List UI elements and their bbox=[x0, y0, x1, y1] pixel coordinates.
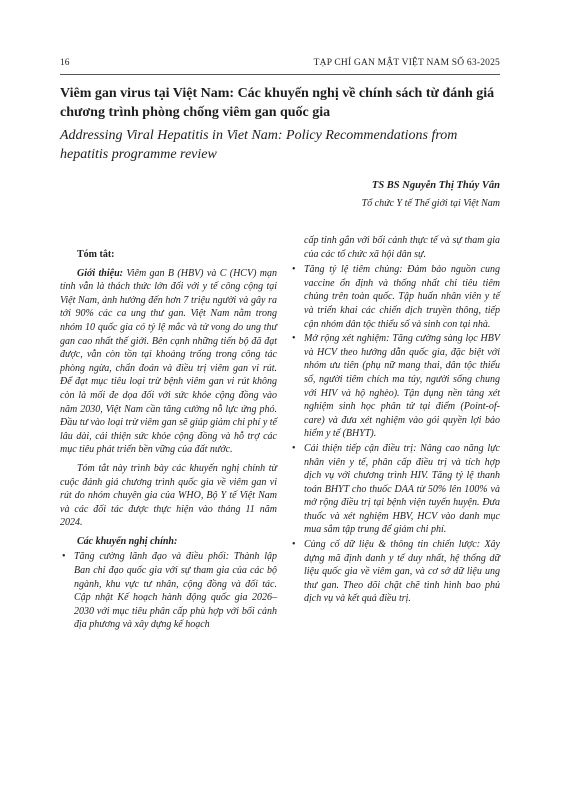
right-column bbox=[290, 234, 500, 607]
journal-name: TẠP CHÍ GAN MẬT VIỆT NAM SỐ 63-2025 bbox=[313, 58, 500, 68]
recommendation-item bbox=[290, 538, 500, 606]
header-rule bbox=[60, 74, 500, 75]
recommendation-item bbox=[290, 263, 500, 331]
intro-text: Viêm gan B (HBV) và C (HCV) mạn tính vẫn là thách thức lớn đối với y tế công cộng tại Việt Nam, ảnh hưởng đến hơn 7 triệu người và gây ra tới 90% các ca ung thư gan. Việt Nam nằm trong nhóm 10 quốc gia có tỷ lệ mắc và tử vong do ung thư gan cao nhất thế giới. Bên cạnh những tiến bộ đã đạt được, vẫn còn tồn tại khoảng trống trong công tác phòng ngừa, chẩn đoán và điều trị viêm gan vi rút. Để đạt mục tiêu loại trừ bệnh viêm gan vi rút không còn là mối đe dọa đối với sức khỏe cộng đồng vào năm 2030, Việt Nam cần tăng cường nỗ lực ứng phó. Đầu tư vào loại trừ viêm gan sẽ giúp giảm chi phí y tế lâu dài, cải thiện sức khỏe cộng đồng và hỗ trợ các mục tiêu phát triển bền vững của đất nước. bbox=[60, 267, 278, 456]
summary-paragraph: Tóm tắt này trình bày các khuyến nghị chính từ cuộc đánh giá chương trình quốc gia về viêm gan vi rút do nhóm chuyên gia của WHO, Bộ Y tế Việt Nam và các đối tác được thực hiện vào tháng 11 năm 2024. bbox=[60, 462, 277, 529]
recommendations-heading: Các khuyến nghị chính: bbox=[77, 535, 178, 547]
page-number: 16 bbox=[60, 58, 70, 68]
bullet-icon: • bbox=[292, 442, 296, 454]
bullet-icon: • bbox=[62, 551, 66, 563]
article-title-english: Addressing Viral Hepatitis in Viet Nam: Policy Recommendations from hepatitis programme review bbox=[60, 128, 458, 162]
recommendation-item bbox=[60, 550, 277, 632]
abstract-heading: Tóm tắt: bbox=[77, 249, 115, 260]
recommendation-text: Cải thiện tiếp cận điều trị: Nâng cao năng lực nhân viên y tế, phân cấp điều trị và tích hợp dịch vụ với chương trình HIV. Tăng tỷ lệ thanh toán BHYT cho thuốc DAA từ 50% lên 100% và mở rộng điều trị tại bệnh viện tuyến huyện. Đưa thuốc và xét nghiệm HBV, HCV vào danh mục mua sắm tập trung để giảm chi phí. bbox=[304, 442, 500, 536]
author-affiliation: Tổ chức Y tế Thế giới tại Việt Nam bbox=[361, 198, 500, 209]
left-column bbox=[60, 248, 277, 633]
article-title-vietnamese: Viêm gan virus tại Việt Nam: Các khuyến nghị về chính sách từ đánh giá chương trình phòng chống viêm gan quốc gia bbox=[60, 86, 495, 120]
bullet-icon: • bbox=[292, 264, 296, 276]
recommendation-text: Mở rộng xét nghiệm: Tăng cường sàng lọc HBV và HCV theo hướng dẫn quốc gia, đặc biệt với nhóm ưu tiên (phụ nữ mang thai, dân tộc thiểu số, người tiêm chích ma túy, người sống chung với HIV và hộ nghèo). Tận dụng nền tảng xét nghiệm sinh học phân tử tại điểm (Point-of-care) và đưa xét nghiệm vào gói quyền lợi bảo hiểm y tế (BHYT). bbox=[304, 333, 500, 440]
recommendation-text: Tăng tỷ lệ tiêm chủng: Đảm bảo nguồn cung vaccine ổn định và thống nhất chỉ tiêu tiêm chủng trên toàn quốc. Tập huấn nhân viên y tế và triển khai các chiến dịch truyền thông, tiếp cận nhóm dân tộc thiểu số và sinh con tại nhà. bbox=[304, 264, 500, 330]
intro-paragraph bbox=[60, 267, 277, 457]
running-header bbox=[60, 58, 500, 74]
recommendation-list-right bbox=[290, 263, 500, 606]
intro-label: Giới thiệu: bbox=[77, 267, 123, 279]
recommendation-item bbox=[290, 442, 500, 537]
recommendation-text: Tăng cường lãnh đạo và điều phối: Thành lập Ban chỉ đạo quốc gia với sự tham gia của các bộ ngành, khu vực tư nhân, cộng đồng và đối tác. Cập nhật Kế hoạch hành động quốc gia 2026–2030 với mục tiêu phân cấp phù hợp với bối cảnh địa phương và xây dựng kế hoạch bbox=[74, 551, 277, 631]
bullet-icon: • bbox=[292, 539, 296, 551]
author-name: TS BS Nguyễn Thị Thúy Vân bbox=[371, 180, 500, 191]
recommendation-list-left bbox=[60, 550, 277, 632]
recommendation-text: Củng cố dữ liệu & thông tin chiến lược: Xây dựng mã định danh y tế duy nhất, hệ thống dữ liệu quốc gia về viêm gan, và cơ sở dữ liệu ung thư gan. Theo dõi chặt chẽ tình hình bao phủ dịch vụ và kết quả điều trị. bbox=[304, 539, 500, 605]
bullet-icon: • bbox=[292, 333, 296, 345]
recommendation-item bbox=[290, 332, 500, 441]
recommendation-continued: cấp tỉnh gắn với bối cảnh thực tế và sự tham gia của các tổ chức xã hội dân sự. bbox=[304, 235, 500, 260]
